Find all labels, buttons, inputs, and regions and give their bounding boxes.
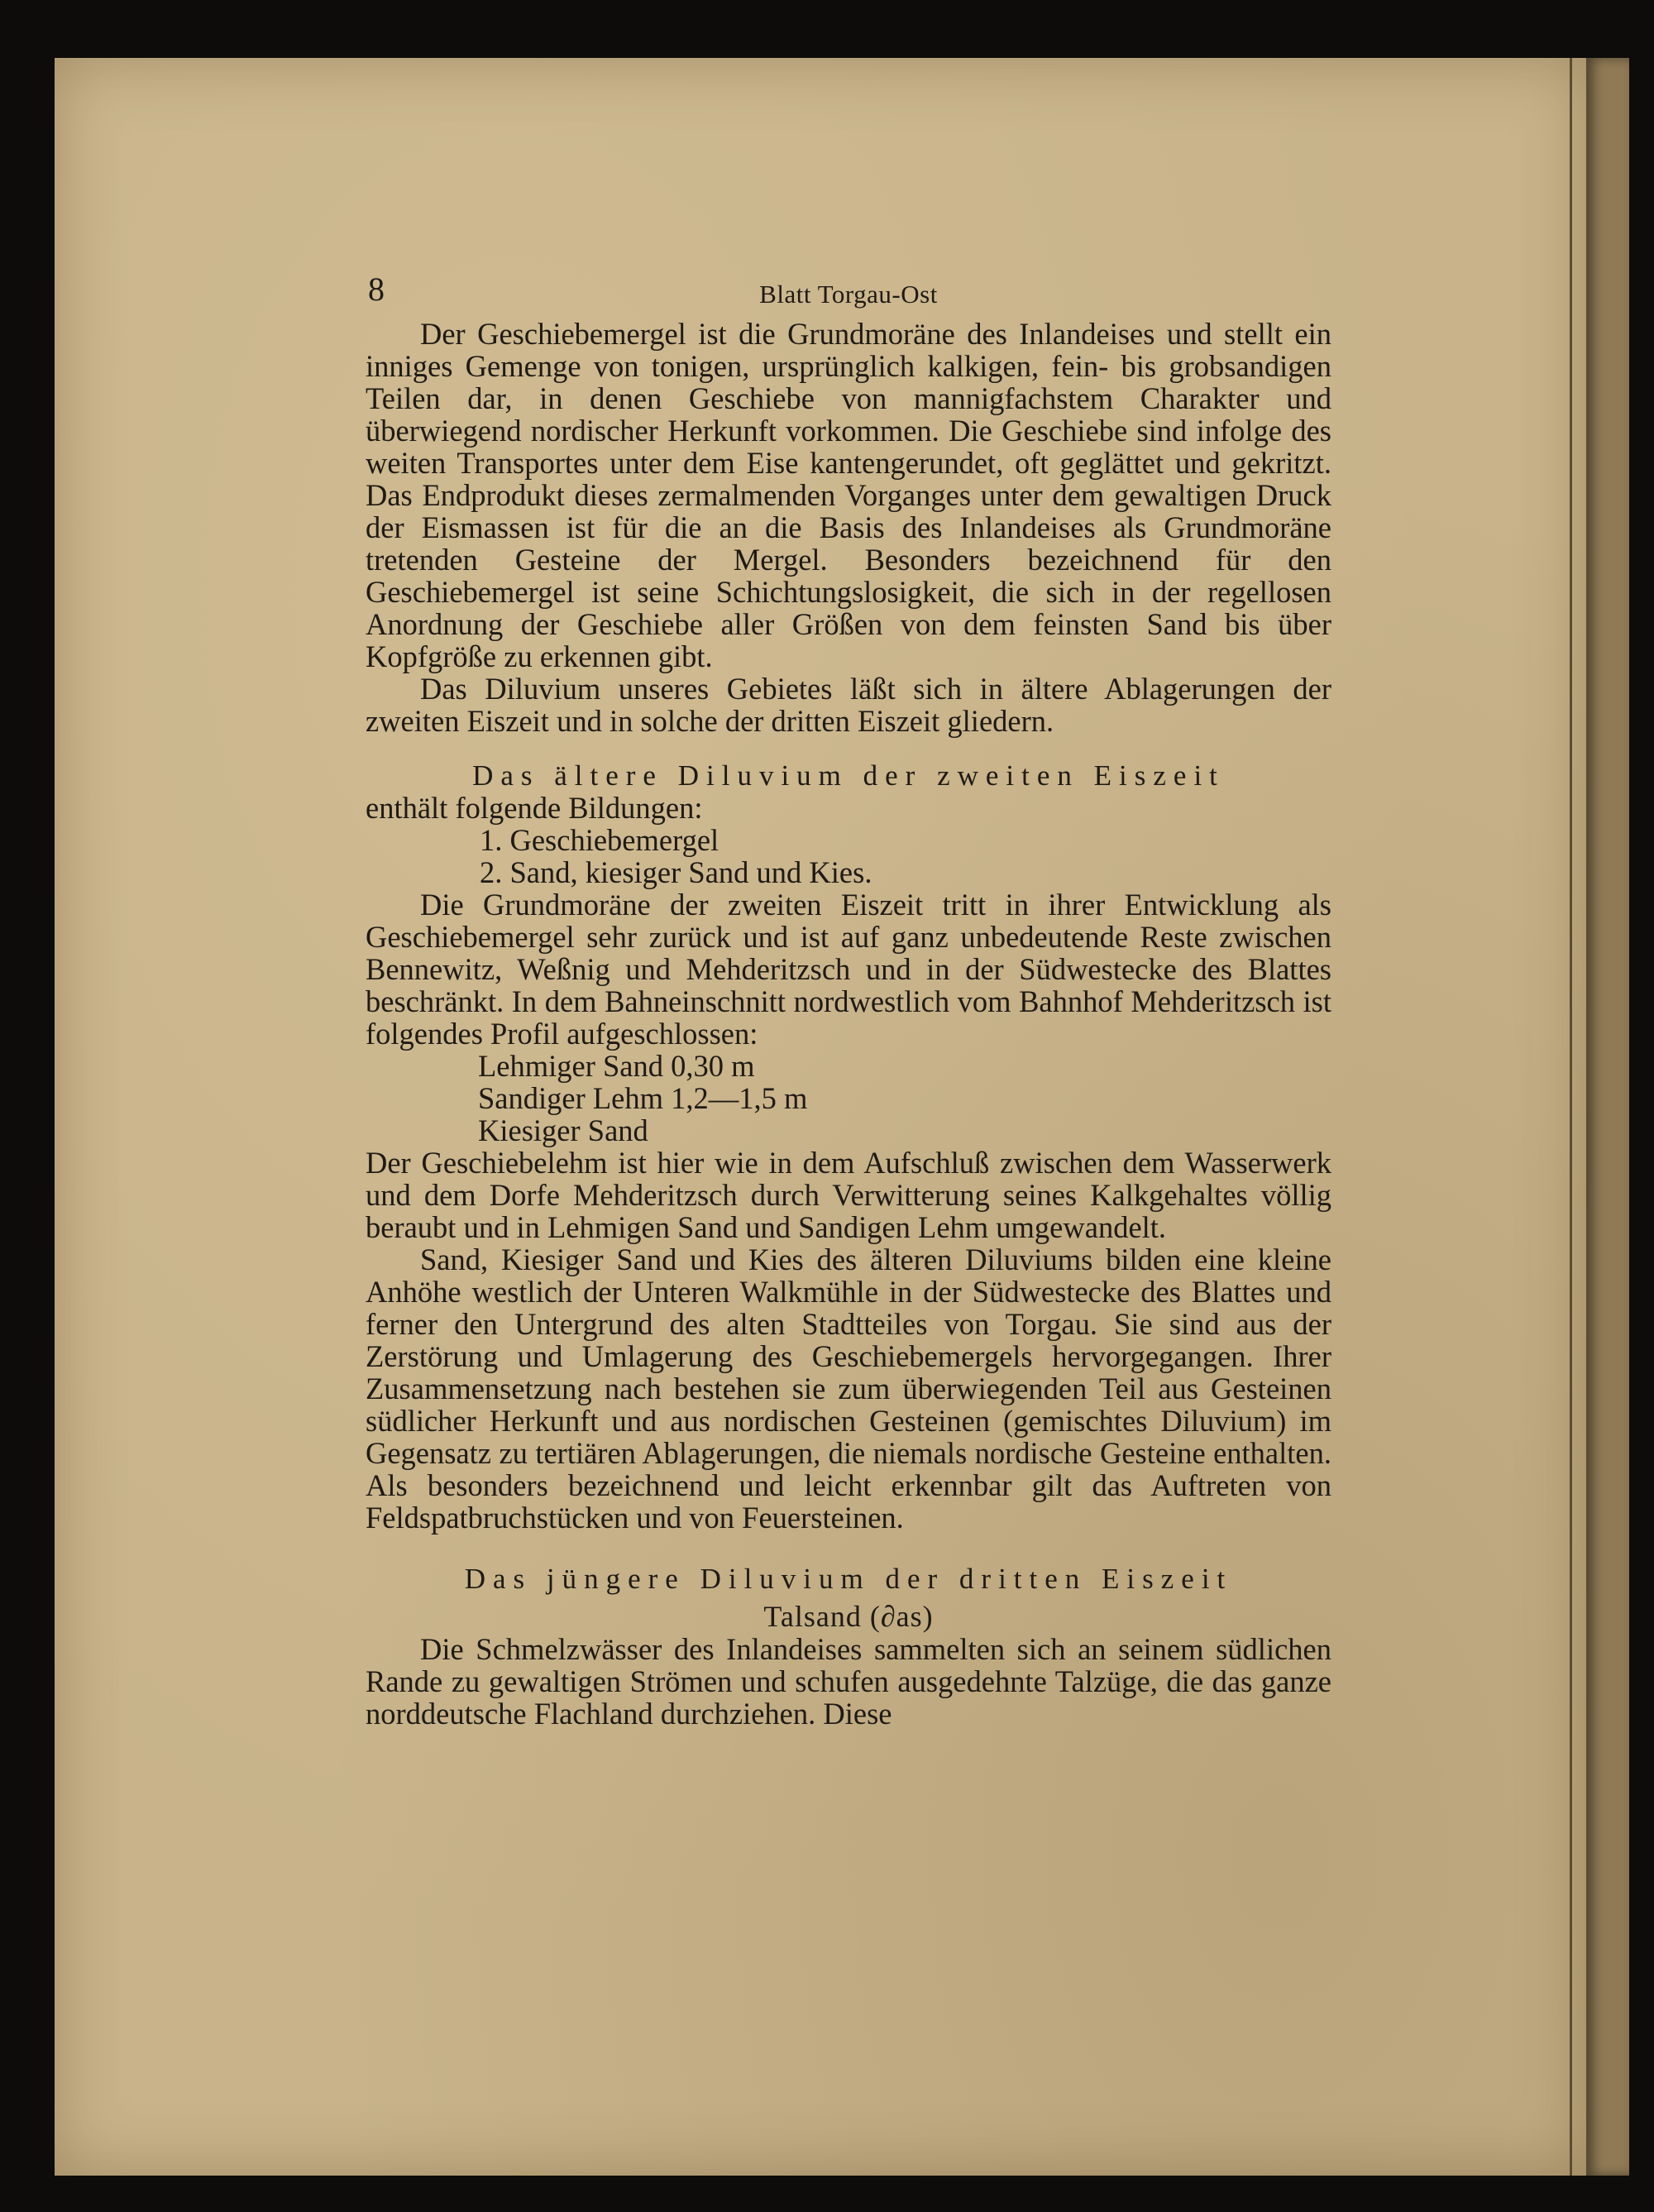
paragraph-diluvium-gliederung: Das Diluvium unseres Gebietes läßt sich in ältere Ablagerungen der zweiten Eiszeit und in solche der dritten Eiszeit gliedern. (366, 672, 1331, 738)
profile-row: Lehmiger Sand 0,30 m (478, 1049, 755, 1083)
subheading-talsand: Talsand (∂as) (763, 1600, 934, 1633)
paragraph-schmelzwaesser: Die Schmelzwässer des Inlandeises sammelten sich an seinem südlichen Rande zu gewaltigen Strömen und schufen ausgedehnte Talzüge, die das ganze norddeutsche Flachland durchziehen. Diese (366, 1632, 1331, 1731)
profile-row: Sandiger Lehm 1,2—1,5 m (478, 1081, 808, 1115)
paragraph-grundmoraene: Die Grundmoräne der zweiten Eiszeit tritt in ihrer Entwicklung als Geschiebemergel sehr zurück und ist auf ganz unbedeutende Reste zwischen Bennewitz, Weßnig und Mehderitzsch und in der Südwestecke des Blattes beschränkt. In dem Bahneinschnitt nordwestlich vom Bahnhof Mehderitzsch ist folgendes Profil aufgeschlossen: (366, 888, 1331, 1051)
list-item: 1. Geschiebemergel (480, 823, 719, 857)
section-heading-aelteres-diluvium: Das ältere Diluvium der zweiten Eiszeit (472, 759, 1225, 792)
running-title: Blatt Torgau-Ost (759, 280, 938, 309)
profile-row: Kiesiger Sand (478, 1113, 648, 1147)
paragraph-sand-kies: Sand, Kiesiger Sand und Kies des älteren Diluviums bilden eine kleine Anhöhe westlich der Unteren Walkmühle in der Südwestecke des Blattes und ferner den Untergrund des alten Stadtteiles von Torgau. Sie sind aus der Zerstörung und Umlagerung des Geschiebemergels hervorgegangen. Ihrer Zusammensetzung nach bestehen sie zum überwiegenden Teil aus Gesteinen südlicher Herkunft und aus nordischen Gesteinen (gemischtes Diluvium) im Gegensatz zu tertiären Ablagerungen, die niemals nordische Gesteine enthalten. Als besonders bezeichnend und leicht erkennbar gilt das Auftreten von Feldspatbruchstücken und von Feuersteinen. (366, 1242, 1331, 1535)
page-header (366, 273, 1331, 318)
paragraph-geschiebemergel: Der Geschiebemergel ist die Grundmoräne des Inlandeises und stellt ein inniges Gemenge von tonigen, ursprünglich kalkigen, fein- bis grobsandigen Teilen dar, in denen Geschiebe von mannigfachstem Charakter und überwiegend nordischer Herkunft vorkommen. Die Geschiebe sind infolge des weiten Transportes unter dem Eise kantengerundet, oft geglättet und gekritzt. Das Endprodukt dieses zermalmenden Vorganges unter dem gewaltigen Druck der Eismassen ist für die an die Basis des Inlandeises als Grundmoräne tretenden Gesteine der Mergel. Besonders bezeichnend für den Geschiebemergel ist seine Schichtungslosigkeit, die sich in der regellosen Anordnung der Geschiebe aller Größen von dem feinsten Sand bis über Kopfgröße zu erkennen gibt. (366, 317, 1331, 673)
formation-list (366, 824, 1331, 888)
section-intro: enthält folgende Bildungen: (366, 791, 703, 825)
paragraph-geschiebelehm: Der Geschiebelehm ist hier wie in dem Aufschluß zwischen dem Wasserwerk und dem Dorfe Mehderitzsch durch Verwitterung seines Kalkgehaltes völlig beraubt und in Lehmigen Sand und Sandigen Lehm umgewandelt. (366, 1146, 1331, 1244)
profile-list (366, 1050, 1331, 1147)
section-heading-juengeres-diluvium: Das jüngere Diluvium der dritten Eiszeit (464, 1563, 1233, 1595)
page-edge-line (1570, 58, 1572, 2176)
page-text-block (366, 273, 1331, 1730)
list-item: 2. Sand, kiesiger Sand und Kies. (480, 855, 872, 889)
adjacent-page-edge (1586, 58, 1629, 2176)
page-number: 8 (368, 271, 385, 308)
